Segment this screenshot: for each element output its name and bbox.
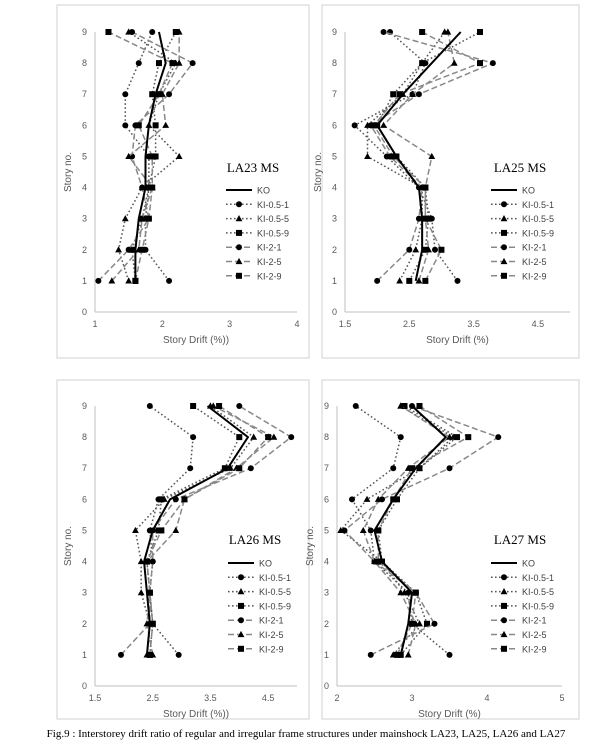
data-point (248, 465, 254, 471)
chart-panel-1 (57, 5, 309, 358)
data-point (190, 434, 196, 440)
y-tick-label: 9 (323, 401, 329, 411)
y-tick-label: 3 (331, 213, 337, 224)
data-point (495, 434, 501, 440)
panel-frame (322, 5, 579, 358)
data-point (129, 29, 135, 35)
x-tick-label: 2.5 (403, 319, 416, 329)
data-point (122, 122, 128, 128)
legend-entry: KI-2-5 (522, 630, 547, 640)
data-point (447, 465, 453, 471)
y-tick-label: 8 (323, 432, 329, 443)
y-tick-label: 3 (323, 587, 329, 598)
data-point (216, 403, 222, 409)
y-tick-label: 7 (81, 89, 87, 100)
chart-title: LA26 MS (228, 532, 282, 547)
y-tick-label: 1 (81, 275, 87, 286)
data-point (136, 60, 142, 66)
y-tick-label: 8 (81, 58, 87, 69)
legend-marker (236, 273, 242, 279)
legend-entry: KI-2-9 (259, 644, 284, 655)
data-point (139, 247, 145, 253)
data-point (158, 496, 164, 502)
data-point (419, 60, 425, 66)
legend-entry: KO (257, 185, 271, 196)
data-point (169, 60, 175, 66)
legend-entry: KI-0.5-1 (522, 199, 555, 210)
data-point (190, 60, 196, 66)
data-point (490, 60, 496, 66)
legend-entry: KI-2-5 (257, 257, 282, 267)
data-point (406, 278, 412, 284)
data-point (126, 247, 132, 253)
legend-marker (501, 603, 507, 609)
data-point (149, 185, 155, 191)
data-point (176, 652, 182, 658)
legend-entry: KI-2-1 (259, 615, 284, 626)
y-tick-label: 6 (81, 120, 87, 131)
y-axis-label: Story no. (63, 525, 74, 567)
data-point (288, 434, 294, 440)
data-point (447, 652, 453, 658)
y-tick-label: 5 (323, 525, 329, 536)
data-point (118, 652, 124, 658)
data-point (390, 465, 396, 471)
legend-entry: KO (522, 558, 536, 569)
legend-entry: KI-2-1 (522, 242, 547, 253)
figure-caption: Fig.9 : Interstorey drift ratio of regular and irregular frame structures under mainshock LA23, LA25, LA26 and LA27 (46, 728, 566, 740)
legend-entry: KO (522, 185, 536, 196)
x-axis-label: Story Drift (%)) (162, 335, 230, 346)
data-point (147, 403, 153, 409)
x-tick-label: 4.5 (261, 693, 275, 703)
chart-title: LA25 MS (493, 160, 547, 175)
y-tick-label: 5 (81, 525, 87, 536)
legend-marker (501, 244, 507, 250)
data-point (187, 465, 193, 471)
data-point (409, 621, 415, 627)
y-tick-label: 2 (323, 618, 329, 629)
legend-entry: KI-0.5-5 (522, 214, 555, 225)
data-point (149, 153, 155, 159)
data-point (368, 652, 374, 658)
x-tick-label: 2 (159, 319, 165, 329)
legend-marker (238, 646, 244, 652)
legend-marker (501, 617, 507, 623)
y-tick-label: 8 (331, 58, 337, 69)
data-point (416, 91, 422, 97)
data-point (236, 403, 242, 409)
legend-entry: KI-0.5-5 (257, 214, 290, 225)
data-point (422, 216, 428, 222)
y-tick-label: 2 (81, 618, 87, 629)
data-point (122, 91, 128, 97)
data-point (352, 122, 358, 128)
data-point (265, 434, 271, 440)
legend-marker (236, 244, 242, 250)
data-point (432, 247, 438, 253)
chart-title: LA23 MS (226, 160, 280, 175)
x-tick-label: 3 (227, 319, 233, 329)
legend-entry: KI-2-9 (522, 644, 547, 655)
x-tick-label: 1.5 (88, 693, 102, 703)
data-point (136, 122, 142, 128)
y-axis-label: Story no. (63, 151, 74, 193)
legend-marker (236, 201, 242, 207)
data-point (166, 91, 172, 97)
y-tick-label: 4 (81, 556, 87, 567)
y-tick-label: 5 (81, 151, 87, 162)
data-point (353, 403, 359, 409)
data-point (374, 278, 380, 284)
chart-panel-3 (57, 380, 309, 720)
y-tick-label: 8 (81, 432, 87, 443)
x-tick-label: 1 (92, 319, 98, 329)
x-tick-label: 4.5 (531, 319, 545, 329)
legend-marker (501, 574, 507, 580)
data-point (236, 465, 242, 471)
y-tick-label: 9 (81, 401, 87, 411)
data-point (375, 559, 381, 565)
y-axis-label: Story no. (305, 525, 316, 567)
data-point (477, 29, 483, 35)
y-tick-label: 2 (81, 244, 87, 255)
legend-entry: KI-0.5-1 (257, 199, 290, 210)
y-tick-label: 0 (81, 681, 87, 691)
y-tick-label: 9 (331, 27, 337, 37)
legend-entry: KI-0.5-5 (522, 587, 555, 598)
y-tick-label: 6 (81, 494, 87, 505)
legend-marker (501, 230, 507, 236)
legend-marker (238, 574, 244, 580)
legend-entry: KI-0.5-1 (522, 572, 555, 583)
legend-marker (238, 603, 244, 609)
x-tick-label: 3.5 (204, 693, 217, 703)
data-point (190, 403, 196, 409)
data-point (146, 216, 152, 222)
legend-marker (238, 617, 244, 623)
data-point (398, 434, 404, 440)
x-tick-label: 4 (484, 693, 490, 703)
data-point (413, 590, 419, 596)
data-point (149, 29, 155, 35)
y-tick-label: 3 (81, 587, 87, 598)
data-point (455, 278, 461, 284)
y-tick-label: 4 (331, 182, 337, 193)
legend-entry: KI-0.5-9 (522, 228, 555, 239)
y-tick-label: 4 (81, 182, 87, 193)
data-point (150, 559, 156, 565)
y-tick-label: 9 (81, 27, 87, 37)
data-point (166, 278, 172, 284)
chart-panel-2 (313, 5, 579, 358)
x-axis-label: Story Drift (%)) (162, 709, 230, 720)
data-point (419, 29, 425, 35)
y-tick-label: 7 (81, 463, 87, 474)
y-tick-label: 0 (323, 681, 329, 691)
data-point (381, 29, 387, 35)
x-tick-label: 3.5 (467, 319, 480, 329)
data-point (422, 185, 428, 191)
y-tick-label: 3 (81, 213, 87, 224)
data-point (342, 527, 348, 533)
data-point (153, 122, 159, 128)
y-tick-label: 1 (323, 649, 329, 660)
data-point (95, 278, 101, 284)
data-point (390, 91, 396, 97)
x-tick-label: 2.5 (146, 693, 159, 703)
chart-panel-4 (305, 380, 579, 720)
y-tick-label: 4 (323, 556, 329, 567)
data-point (406, 247, 412, 253)
x-tick-label: 1.5 (338, 319, 352, 329)
data-point (417, 403, 423, 409)
data-point (181, 496, 187, 502)
legend-entry: KI-0.5-9 (522, 601, 555, 612)
legend-entry: KI-2-5 (259, 630, 284, 640)
data-point (368, 527, 374, 533)
legend-marker (501, 201, 507, 207)
x-tick-label: 3 (409, 693, 415, 703)
data-point (438, 247, 444, 253)
legend-entry: KI-0.5-9 (259, 601, 292, 612)
y-tick-label: 6 (323, 494, 329, 505)
legend-entry: KI-0.5-1 (259, 572, 292, 583)
x-axis-label: Story Drift (%) (418, 709, 481, 720)
panel-frame (322, 380, 579, 719)
x-tick-label: 5 (559, 693, 565, 703)
data-point (465, 434, 471, 440)
data-point (349, 496, 355, 502)
legend-entry: KI-0.5-9 (257, 228, 290, 239)
y-tick-label: 5 (331, 151, 337, 162)
legend-entry: KI-2-1 (522, 615, 547, 626)
legend-marker (501, 273, 507, 279)
y-tick-label: 1 (81, 649, 87, 660)
data-point (454, 434, 460, 440)
legend-marker (501, 646, 507, 652)
y-tick-label: 6 (331, 120, 337, 131)
data-point (477, 60, 483, 66)
x-tick-label: 4 (294, 319, 300, 329)
data-point (158, 527, 164, 533)
y-tick-label: 2 (331, 244, 337, 255)
y-tick-label: 7 (331, 89, 337, 100)
y-tick-label: 0 (331, 307, 337, 317)
data-point (156, 60, 162, 66)
data-point (236, 434, 242, 440)
legend-entry: KO (259, 558, 273, 569)
y-tick-label: 7 (323, 463, 329, 474)
legend-marker (236, 230, 242, 236)
x-axis-label: Story Drift (%) (426, 335, 489, 346)
legend-entry: KI-2-5 (522, 257, 547, 267)
legend-entry: KI-2-9 (522, 271, 547, 282)
x-tick-label: 2 (334, 693, 340, 703)
data-point (394, 652, 400, 658)
legend-entry: KI-0.5-5 (259, 587, 292, 598)
legend-entry: KI-2-9 (257, 271, 282, 282)
y-axis-label: Story no. (313, 151, 324, 193)
data-point (105, 29, 111, 35)
y-tick-label: 1 (331, 275, 337, 286)
y-tick-label: 0 (81, 307, 87, 317)
data-point (422, 278, 428, 284)
chart-title: LA27 MS (493, 532, 547, 547)
legend-entry: KI-2-1 (257, 242, 282, 253)
data-point (432, 621, 438, 627)
